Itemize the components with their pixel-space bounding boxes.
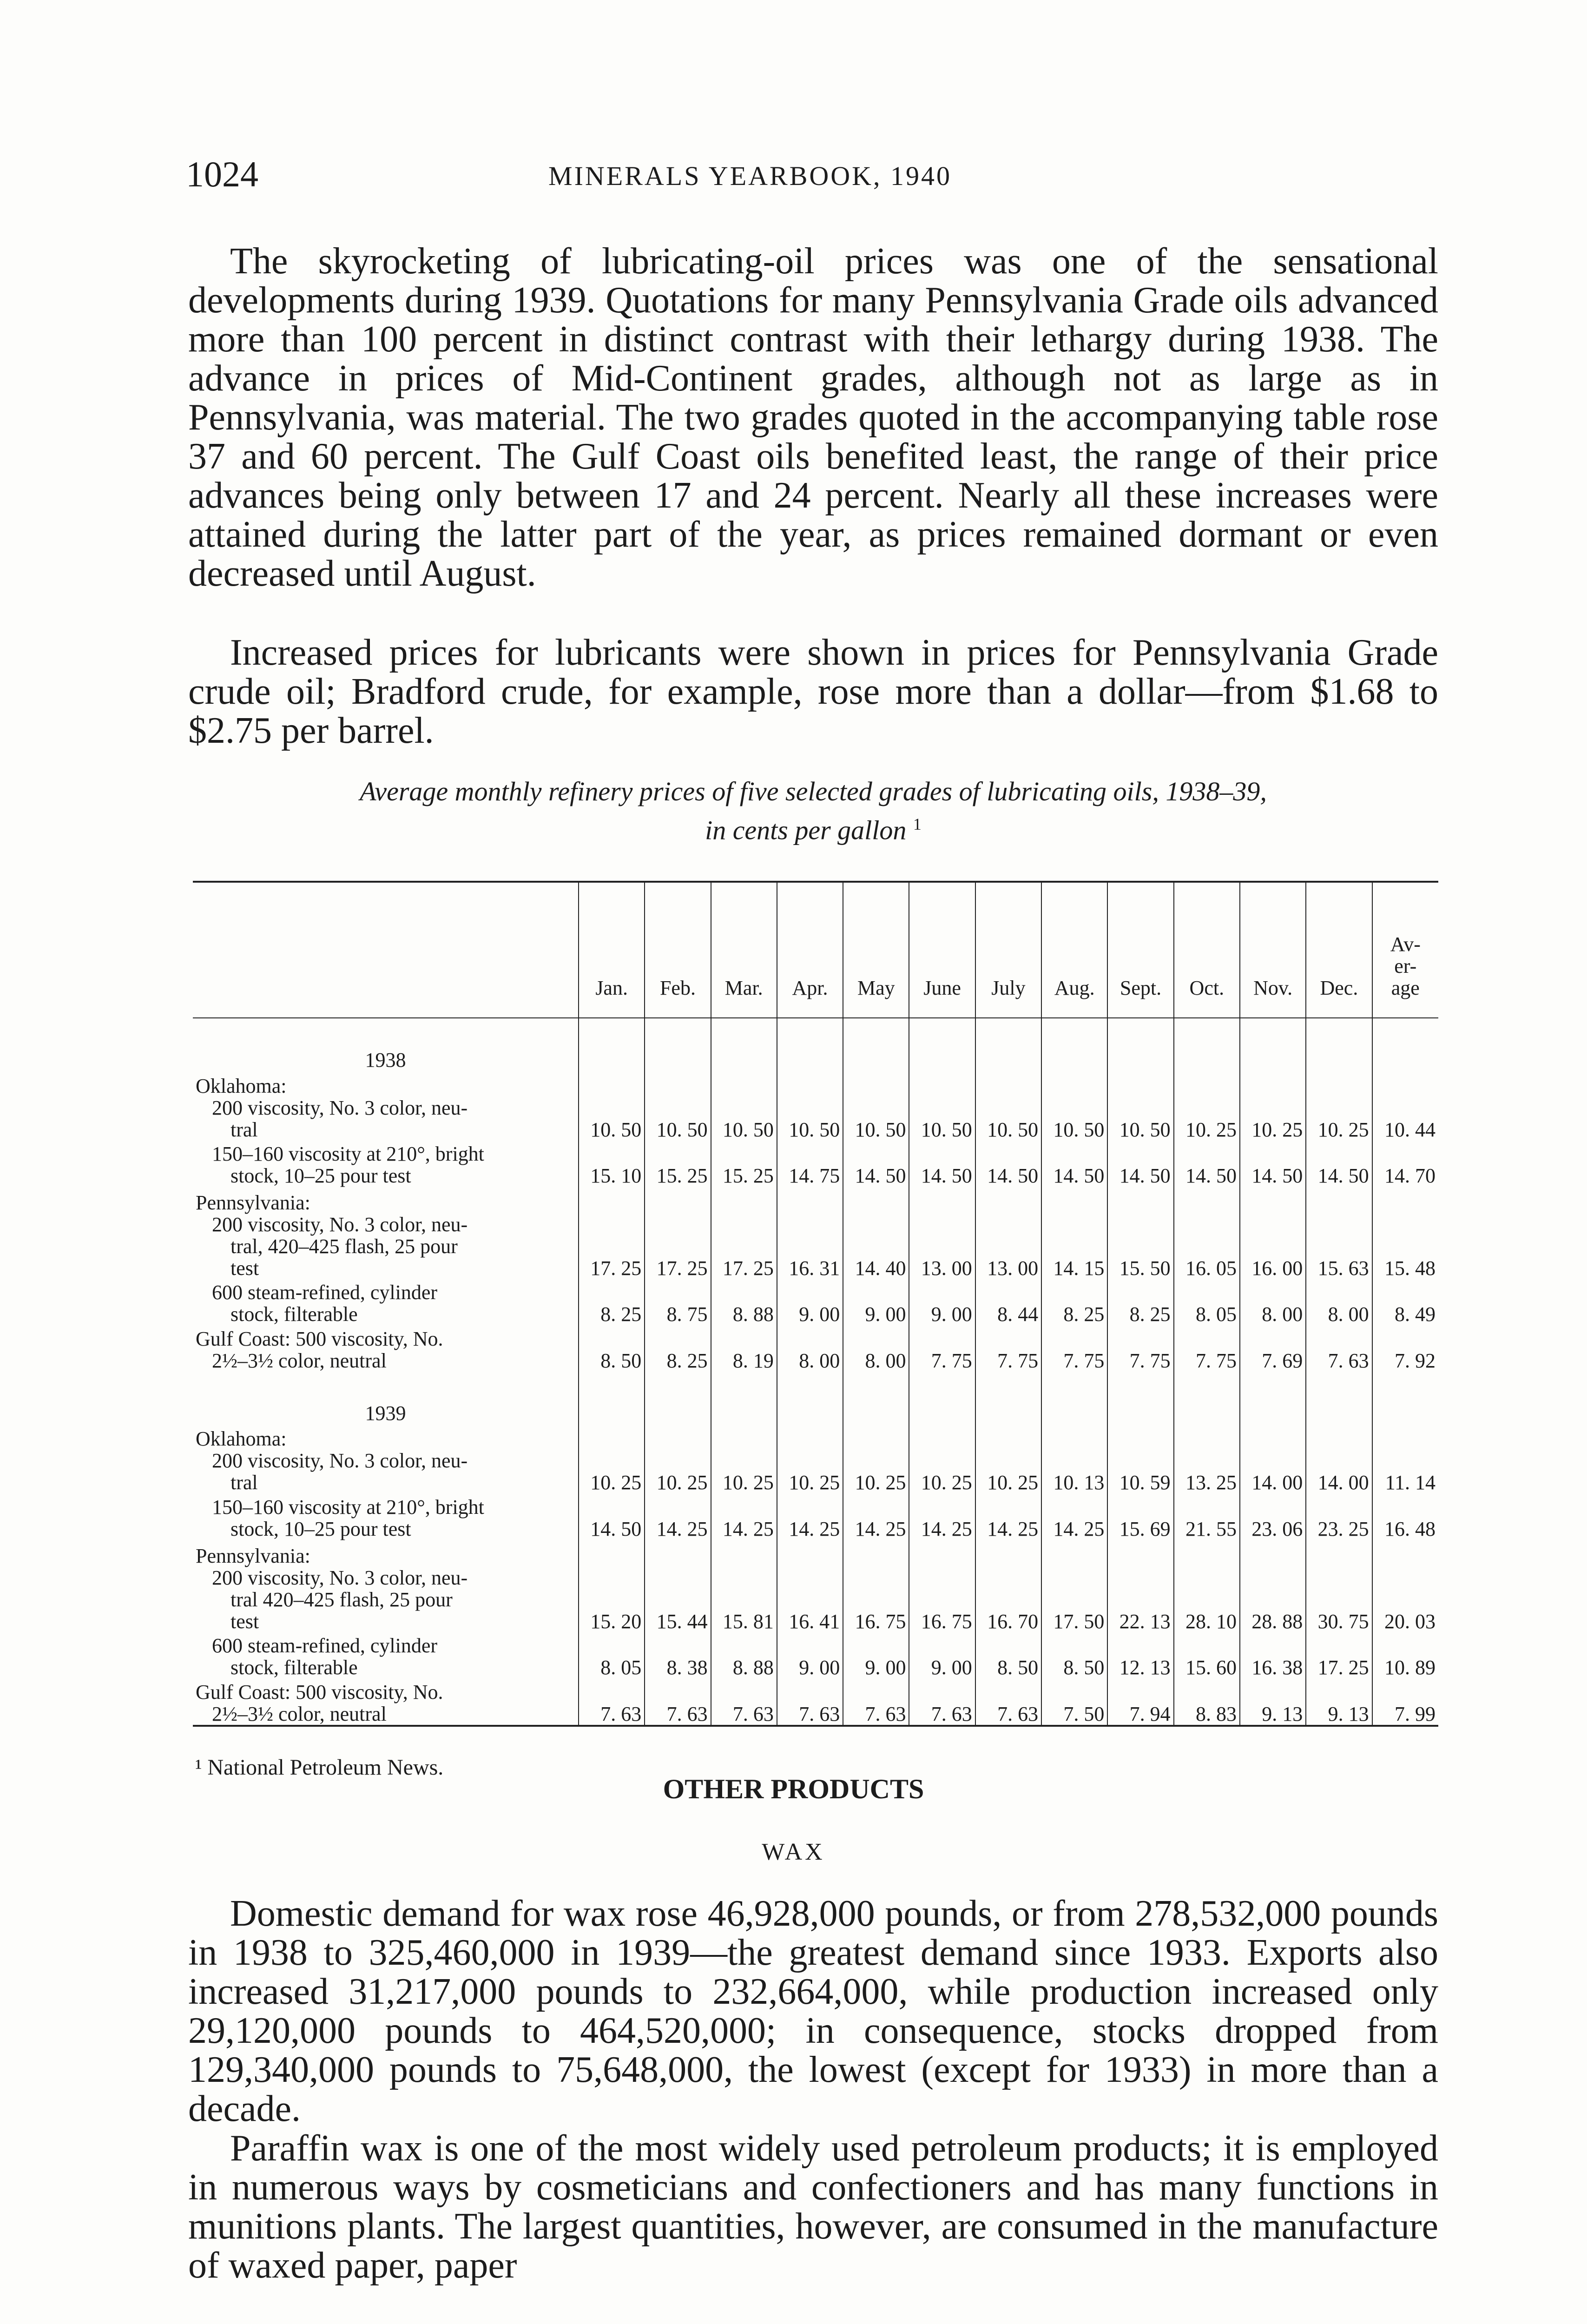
price-cell: 7. 63 (777, 1678, 843, 1726)
price-cell: 14. 50 (1174, 1141, 1240, 1187)
price-cell: 8. 75 (645, 1279, 711, 1325)
grade-label: 200 viscosity, No. 3 color, neu- (212, 1213, 468, 1236)
price-cell: 15. 81 (711, 1540, 777, 1632)
price-cell: 16. 75 (843, 1540, 909, 1632)
price-cell: 16. 70 (975, 1540, 1041, 1632)
price-cell: 15. 60 (1174, 1632, 1240, 1678)
price-cell: 14. 25 (909, 1493, 975, 1539)
price-cell: 10. 25 (843, 1424, 909, 1493)
price-cell: 8. 25 (645, 1325, 711, 1371)
price-cell: 12. 13 (1107, 1632, 1173, 1678)
grade-label-continued: tral 420–425 flash, 25 pour (230, 1588, 453, 1611)
price-cell: 10. 59 (1107, 1424, 1173, 1493)
column-header: Mar. (711, 882, 777, 1018)
price-cell: 8. 88 (711, 1632, 777, 1678)
column-header: Sept. (1107, 882, 1173, 1018)
empty-cell (975, 1018, 1041, 1071)
price-cell: 8. 05 (579, 1632, 645, 1678)
paragraph-lubricating-oil-prices: The skyrocketing of lubricating-oil prices was one of the sensational developments during 1939. Quotations for many Pennsylvania Grade oils advanced more than 100 percent in distinct contrast with their lethargy during 1938. The advance in prices of Mid-Continent grades, although not as large as in Pennsylvania, was material. The two grades quoted in the accompanying table rose 37 and 60 percent. The Gulf Coast oils benefited least, the range of their price advances being only between 17 and 24 percent. Nearly all these increases were attained during the latter part of the year, as prices remained dormant or even decreased until August. (188, 241, 1438, 594)
price-cell: 7. 75 (1174, 1325, 1240, 1371)
empty-cell (1107, 1372, 1173, 1424)
price-cell: 8. 83 (1174, 1678, 1240, 1726)
empty-cell (1041, 1372, 1107, 1424)
price-cell: 23. 06 (1240, 1493, 1306, 1539)
empty-cell (975, 1372, 1041, 1424)
empty-cell (1372, 1372, 1438, 1424)
grade-description (196, 1567, 575, 1632)
price-cell: 7. 50 (1041, 1678, 1107, 1726)
average-cell: 10. 44 (1372, 1071, 1438, 1140)
price-cell: 7. 69 (1240, 1325, 1306, 1371)
average-cell: 11. 14 (1372, 1424, 1438, 1493)
price-cell: 10. 50 (975, 1071, 1041, 1140)
price-cell: 8. 88 (711, 1279, 777, 1325)
grade-label-continued: test (230, 1610, 259, 1633)
price-cell: 14. 25 (645, 1493, 711, 1539)
column-header: Aug. (1041, 882, 1107, 1018)
price-cell: 8. 44 (975, 1279, 1041, 1325)
empty-cell (1306, 1018, 1372, 1071)
empty-cell (579, 1018, 645, 1071)
average-cell: 8. 49 (1372, 1279, 1438, 1325)
price-cell: 15. 25 (645, 1141, 711, 1187)
price-cell: 7. 94 (1107, 1678, 1173, 1726)
row-label (193, 1279, 579, 1325)
price-cell: 7. 63 (645, 1678, 711, 1726)
row-label (193, 1632, 579, 1678)
table-row (193, 1540, 1438, 1632)
price-cell: 8. 50 (975, 1632, 1041, 1678)
price-cell: 7. 63 (711, 1678, 777, 1726)
price-cell: 7. 63 (843, 1678, 909, 1726)
price-cell: 15. 63 (1306, 1187, 1372, 1279)
empty-cell (1240, 1372, 1306, 1424)
table-row (193, 1187, 1438, 1279)
price-cell: 10. 25 (909, 1424, 975, 1493)
price-cell: 22. 13 (1107, 1540, 1173, 1632)
price-cell: 16. 31 (777, 1187, 843, 1279)
region-label-oklahoma: Oklahoma: (196, 1074, 287, 1097)
year-label: 1939 (365, 1402, 406, 1425)
grade-label-continued: 2½–3½ color, neutral (212, 1349, 387, 1372)
price-cell: 7. 75 (975, 1325, 1041, 1371)
row-label (193, 1141, 579, 1187)
grade-label-continued: stock, filterable (230, 1303, 358, 1326)
empty-cell (843, 1018, 909, 1071)
table-caption (188, 775, 1438, 846)
price-cell: 9. 00 (909, 1632, 975, 1678)
average-cell: 7. 99 (1372, 1678, 1438, 1726)
price-cell: 10. 50 (645, 1071, 711, 1140)
table-row (193, 1424, 1438, 1493)
price-cell: 15. 10 (579, 1141, 645, 1187)
price-cell: 14. 50 (975, 1141, 1041, 1187)
table-row (193, 1141, 1438, 1187)
empty-cell (1174, 1372, 1240, 1424)
row-label (193, 1071, 579, 1140)
price-cell: 8. 00 (1240, 1279, 1306, 1325)
price-cell: 8. 00 (1306, 1279, 1372, 1325)
price-cell: 10. 25 (1240, 1071, 1306, 1140)
price-cell: 10. 13 (1041, 1424, 1107, 1493)
price-cell: 10. 50 (711, 1071, 777, 1140)
price-cell: 21. 55 (1174, 1493, 1240, 1539)
price-cell: 30. 75 (1306, 1540, 1372, 1632)
price-cell: 7. 63 (909, 1678, 975, 1726)
grade-description (196, 1681, 575, 1725)
price-cell: 8. 00 (777, 1325, 843, 1371)
grade-label: 150–160 viscosity at 210°, bright (212, 1142, 484, 1165)
average-cell: 20. 03 (1372, 1540, 1438, 1632)
grade-label: 200 viscosity, No. 3 color, neu- (212, 1566, 468, 1589)
paragraph-paraffin-uses: Paraffin wax is one of the most widely used petroleum products; it is employed in numerous ways by cosmeticians and confectioners and has many functions in munitions plants. The largest quantities, however, are consumed in the manufacture of waxed paper, paper (188, 2128, 1438, 2286)
grade-description (196, 1214, 575, 1279)
price-cell: 13. 25 (1174, 1424, 1240, 1493)
price-cell: 9. 13 (1240, 1678, 1306, 1726)
price-cell: 10. 50 (777, 1071, 843, 1140)
price-cell: 14. 50 (1240, 1141, 1306, 1187)
empty-cell (909, 1372, 975, 1424)
column-header: Apr. (777, 882, 843, 1018)
price-cell: 15. 44 (645, 1540, 711, 1632)
price-cell: 13. 00 (975, 1187, 1041, 1279)
column-header: Jan. (579, 882, 645, 1018)
price-cell: 14. 25 (777, 1493, 843, 1539)
price-cell: 8. 25 (579, 1279, 645, 1325)
price-cell: 10. 25 (645, 1424, 711, 1493)
price-cell: 10. 50 (579, 1071, 645, 1140)
price-cell: 17. 50 (1041, 1540, 1107, 1632)
table-row (193, 1325, 1438, 1371)
table-row (193, 1632, 1438, 1678)
empty-cell (1107, 1018, 1173, 1071)
table-caption-line1: Average monthly refinery prices of five selected grades of lubricating oils, 1938–39, (360, 776, 1267, 806)
grade-label-continued: 2½–3½ color, neutral (212, 1703, 387, 1725)
year-heading-row (193, 1372, 1438, 1424)
price-cell: 9. 00 (909, 1279, 975, 1325)
price-cell: 9. 00 (843, 1279, 909, 1325)
price-cell: 8. 50 (1041, 1632, 1107, 1678)
price-cell: 9. 00 (843, 1632, 909, 1678)
price-cell: 14. 15 (1041, 1187, 1107, 1279)
price-cell: 28. 88 (1240, 1540, 1306, 1632)
price-cell: 16. 05 (1174, 1187, 1240, 1279)
page-number: 1024 (186, 154, 258, 194)
price-cell: 15. 25 (711, 1141, 777, 1187)
grade-description (196, 1097, 575, 1141)
stub-column-header (193, 882, 579, 1018)
price-cell: 7. 63 (975, 1678, 1041, 1726)
price-cell: 9. 00 (777, 1279, 843, 1325)
paragraph-lubricant-crude-prices: Increased prices for lubricants were shown in prices for Pennsylvania Grade crude oil; Bradford crude, for example, rose more than a dollar—from $1.68 to $2.75 per barrel. (188, 632, 1438, 751)
row-label (193, 1187, 579, 1279)
grade-description (196, 1281, 575, 1325)
price-cell: 17. 25 (645, 1187, 711, 1279)
table-body (193, 1018, 1438, 1726)
year-label: 1938 (365, 1049, 406, 1072)
grade-label: 600 steam-refined, cylinder (212, 1281, 438, 1304)
grade-label-continued: tral (230, 1118, 258, 1141)
price-cell: 16. 75 (909, 1540, 975, 1632)
price-cell: 9. 13 (1306, 1678, 1372, 1726)
year-heading-row (193, 1018, 1438, 1071)
table-caption-line2: in cents per gallon (705, 815, 907, 845)
grade-label-continued: stock, 10–25 pour test (230, 1164, 411, 1187)
price-cell: 10. 50 (843, 1071, 909, 1140)
grade-label: Gulf Coast: 500 viscosity, No. (196, 1681, 443, 1703)
price-cell: 10. 25 (975, 1424, 1041, 1493)
row-label (193, 1540, 579, 1632)
price-cell: 7. 75 (1107, 1325, 1173, 1371)
table-row (193, 1071, 1438, 1140)
grade-label-continued: stock, filterable (230, 1656, 358, 1679)
price-cell: 7. 63 (579, 1678, 645, 1726)
price-cell: 10. 50 (909, 1071, 975, 1140)
row-label (193, 1424, 579, 1493)
paragraph-wax-demand: Domestic demand for wax rose 46,928,000 pounds, or from 278,532,000 pounds in 1938 to 325,460,000 in 1939—the greatest demand since 1933. Exports also increased 31,217,000 pounds to 232,664,000, while production increased only 29,120,000 pounds to 464,520,000; in consequence, stocks dropped from 129,340,000 pounds to 75,648,000, the lowest (except for 1933) in more than a decade. (188, 1893, 1438, 2129)
price-cell: 10. 50 (1107, 1071, 1173, 1140)
empty-cell (645, 1372, 711, 1424)
average-cell: 14. 70 (1372, 1141, 1438, 1187)
price-cell: 10. 50 (1041, 1071, 1107, 1140)
empty-cell (1240, 1018, 1306, 1071)
price-cell: 14. 25 (843, 1493, 909, 1539)
average-cell: 15. 48 (1372, 1187, 1438, 1279)
price-cell: 8. 25 (1041, 1279, 1107, 1325)
column-header: July (975, 882, 1041, 1018)
grade-label-continued: tral, 420–425 flash, 25 pour (230, 1235, 458, 1258)
price-cell: 17. 25 (579, 1187, 645, 1279)
empty-cell (645, 1018, 711, 1071)
grade-label-continued: tral (230, 1471, 258, 1494)
empty-cell (711, 1018, 777, 1071)
price-cell: 7. 75 (1041, 1325, 1107, 1371)
price-cell: 14. 50 (1107, 1141, 1173, 1187)
price-cell: 14. 25 (711, 1493, 777, 1539)
average-cell: 10. 89 (1372, 1632, 1438, 1678)
empty-cell (843, 1372, 909, 1424)
table-header-row (193, 882, 1438, 1018)
price-cell: 16. 00 (1240, 1187, 1306, 1279)
grade-label: Gulf Coast: 500 viscosity, No. (196, 1327, 443, 1350)
empty-cell (1306, 1372, 1372, 1424)
section-title: OTHER PRODUCTS (663, 1774, 924, 1804)
grade-label: 150–160 viscosity at 210°, bright (212, 1495, 484, 1519)
empty-cell (777, 1372, 843, 1424)
column-header: June (909, 882, 975, 1018)
price-cell: 8. 00 (843, 1325, 909, 1371)
price-cell: 15. 69 (1107, 1493, 1173, 1539)
column-header-average: Av- er- age (1372, 882, 1438, 1018)
empty-cell (711, 1372, 777, 1424)
table-footnote: ¹ National Petroleum News. (195, 1755, 444, 1780)
grade-label-continued: stock, 10–25 pour test (230, 1517, 411, 1540)
table-row (193, 1279, 1438, 1325)
region-label-oklahoma: Oklahoma: (196, 1427, 287, 1451)
price-cell: 7. 63 (1306, 1325, 1372, 1371)
price-cell: 14. 25 (975, 1493, 1041, 1539)
price-cell: 10. 25 (579, 1424, 645, 1493)
price-cell: 9. 00 (777, 1632, 843, 1678)
empty-cell (1372, 1018, 1438, 1071)
price-cell: 28. 10 (1174, 1540, 1240, 1632)
price-cell: 10. 25 (1306, 1071, 1372, 1140)
empty-cell (777, 1018, 843, 1071)
lubricating-oil-price-table (193, 881, 1438, 1727)
average-cell: 16. 48 (1372, 1493, 1438, 1539)
row-label (193, 1678, 579, 1726)
grade-label: 600 steam-refined, cylinder (212, 1634, 438, 1657)
empty-cell (909, 1018, 975, 1071)
price-cell: 10. 25 (777, 1424, 843, 1493)
price-cell: 8. 19 (711, 1325, 777, 1371)
price-cell: 14. 50 (579, 1493, 645, 1539)
region-label-pennsylvania: Pennsylvania: (196, 1544, 310, 1567)
price-cell: 8. 50 (579, 1325, 645, 1371)
price-cell: 15. 20 (579, 1540, 645, 1632)
price-cell: 14. 75 (777, 1141, 843, 1187)
price-cell: 10. 25 (1174, 1071, 1240, 1140)
table-caption-footnote-ref: 1 (913, 815, 922, 833)
average-cell: 7. 92 (1372, 1325, 1438, 1371)
section-subtitle: WAX (762, 1839, 825, 1865)
price-cell: 7. 75 (909, 1325, 975, 1371)
row-label (193, 1493, 579, 1539)
running-title: MINERALS YEARBOOK, 1940 (548, 161, 952, 191)
grade-label: 200 viscosity, No. 3 color, neu- (212, 1449, 468, 1472)
price-cell: 8. 25 (1107, 1279, 1173, 1325)
price-cell: 14. 40 (843, 1187, 909, 1279)
column-header: May (843, 882, 909, 1018)
price-cell: 14. 50 (909, 1141, 975, 1187)
empty-cell (579, 1372, 645, 1424)
grade-label-continued: test (230, 1256, 259, 1280)
price-cell: 14. 00 (1240, 1424, 1306, 1493)
grade-description (196, 1143, 575, 1187)
price-cell: 14. 50 (843, 1141, 909, 1187)
price-cell: 10. 25 (711, 1424, 777, 1493)
empty-cell (1041, 1018, 1107, 1071)
price-cell: 23. 25 (1306, 1493, 1372, 1539)
price-cell: 15. 50 (1107, 1187, 1173, 1279)
table-row (193, 1493, 1438, 1539)
price-cell: 8. 05 (1174, 1279, 1240, 1325)
grade-description (196, 1496, 575, 1540)
column-header: Dec. (1306, 882, 1372, 1018)
price-cell: 14. 50 (1306, 1141, 1372, 1187)
price-cell: 13. 00 (909, 1187, 975, 1279)
region-label-pennsylvania: Pennsylvania: (196, 1191, 310, 1214)
price-cell: 16. 38 (1240, 1632, 1306, 1678)
price-cell: 14. 50 (1041, 1141, 1107, 1187)
row-label (193, 1325, 579, 1371)
price-cell: 17. 25 (1306, 1632, 1372, 1678)
column-header: Oct. (1174, 882, 1240, 1018)
price-cell: 16. 41 (777, 1540, 843, 1632)
grade-label: 200 viscosity, No. 3 color, neu- (212, 1096, 468, 1119)
grade-description (196, 1328, 575, 1372)
price-cell: 17. 25 (711, 1187, 777, 1279)
empty-cell (1174, 1018, 1240, 1071)
price-cell: 14. 00 (1306, 1424, 1372, 1493)
price-cell: 14. 25 (1041, 1493, 1107, 1539)
price-cell: 8. 38 (645, 1632, 711, 1678)
grade-description (196, 1450, 575, 1493)
table-row (193, 1678, 1438, 1726)
column-header: Nov. (1240, 882, 1306, 1018)
grade-description (196, 1635, 575, 1678)
column-header: Feb. (645, 882, 711, 1018)
